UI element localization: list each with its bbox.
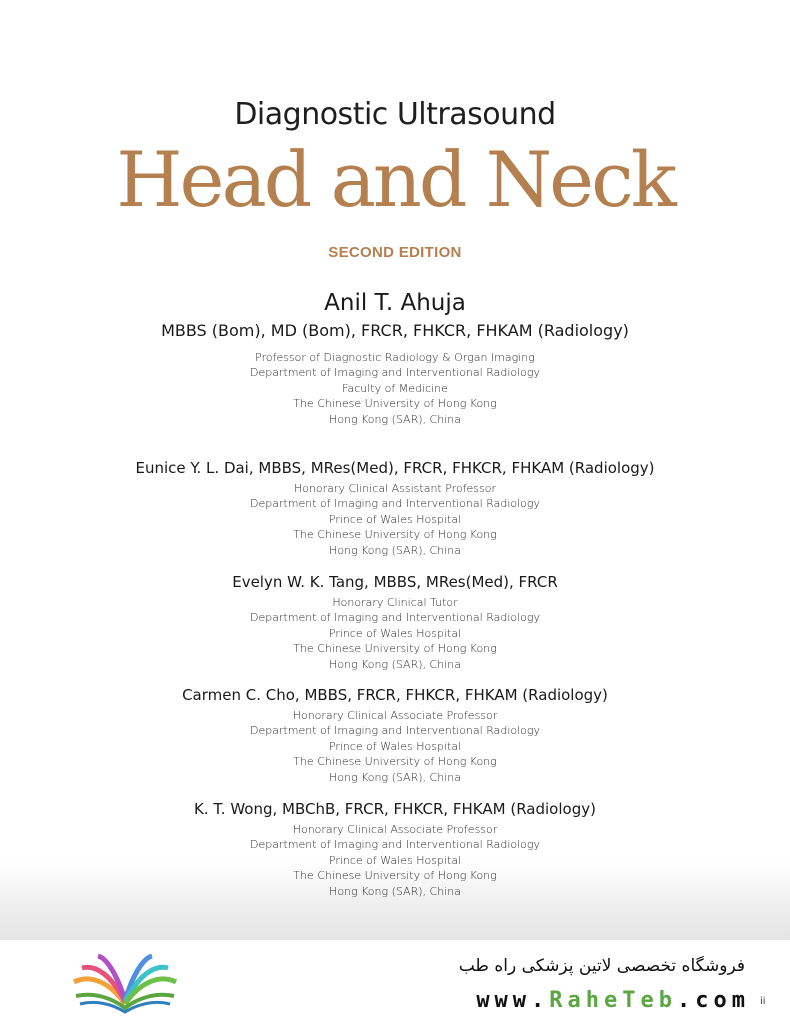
affiliation-line: Honorary Clinical Tutor (332, 596, 458, 609)
book-title: Head and Neck (116, 135, 674, 224)
edition-label: SECOND EDITION (328, 244, 462, 261)
affiliation-line: Prince of Wales Hospital (328, 626, 462, 640)
affiliation-line: Hong Kong (SAR), China (329, 543, 461, 557)
affiliation-line: Prince of Wales Hospital (328, 739, 462, 753)
affiliation-line: Department of Imaging and Interventional Radiology (249, 497, 541, 511)
lead-author-affiliation (0, 350, 790, 427)
lead-author-credentials: MBBS (Bom), MD (Bom), FRCR, FHKCR, FHKAM (Radiology) (161, 321, 629, 340)
url-prefix: www. (476, 988, 550, 1013)
series-title: Diagnostic Ultrasound (234, 97, 556, 132)
affiliation-line: Hong Kong (SAR), China (329, 770, 461, 784)
author-affiliation (0, 481, 790, 558)
affiliation-line: Department of Imaging and Interventional Radiology (249, 366, 541, 380)
affiliation-line: Prince of Wales Hospital (328, 512, 462, 526)
affiliation-line: The Chinese University of Hong Kong (293, 755, 497, 769)
affiliation-line: Faculty of Medicine (342, 381, 448, 395)
affiliation-line: Department of Imaging and Interventional Radiology (249, 724, 541, 738)
affiliation-line: Honorary Clinical Assistant Professor (293, 482, 497, 495)
author-name: Eunice Y. L. Dai, MBBS, MRes(Med), FRCR, FHKCR, FHKAM (Radiology) (135, 459, 655, 477)
affiliation-line: The Chinese University of Hong Kong (293, 869, 497, 883)
affiliation-line: Prince of Wales Hospital (328, 853, 462, 867)
affiliation-line: Hong Kong (SAR), China (329, 412, 461, 426)
affiliation-line: Honorary Clinical Associate Professor (292, 823, 498, 836)
affiliation-line: The Chinese University of Hong Kong (293, 642, 497, 656)
author-name: Evelyn W. K. Tang, MBBS, MRes(Med), FRCR (232, 573, 558, 591)
url-suffix: .com (677, 988, 750, 1013)
author-name: Carmen C. Cho, MBBS, FRCR, FHKCR, FHKAM (Radiology) (182, 686, 608, 704)
open-book-logo-icon (70, 952, 180, 1014)
lead-author-name: Anil T. Ahuja (324, 290, 466, 316)
website-url[interactable] (420, 988, 750, 1013)
affiliation-line: The Chinese University of Hong Kong (293, 397, 497, 411)
affiliation-line: Honorary Clinical Associate Professor (292, 709, 498, 722)
url-brand: RaheTeb (549, 988, 678, 1013)
shop-text: فروشگاه تخصصی لاتین پزشکی راه طب (458, 956, 745, 976)
author-affiliation (0, 708, 790, 785)
affiliation-line: Department of Imaging and Interventional Radiology (249, 838, 541, 852)
affiliation-line: The Chinese University of Hong Kong (293, 528, 497, 542)
page-number: ii (760, 996, 766, 1007)
author-affiliation (0, 595, 790, 672)
affiliation-line: Hong Kong (SAR), China (329, 657, 461, 671)
affiliation-line: Department of Imaging and Interventional Radiology (249, 611, 541, 625)
affiliation-line: Professor of Diagnostic Radiology & Organ Imaging (255, 351, 535, 364)
affiliation-line: Hong Kong (SAR), China (329, 884, 461, 898)
author-name: K. T. Wong, MBChB, FRCR, FHKCR, FHKAM (Radiology) (194, 800, 596, 818)
author-affiliation (0, 822, 790, 899)
